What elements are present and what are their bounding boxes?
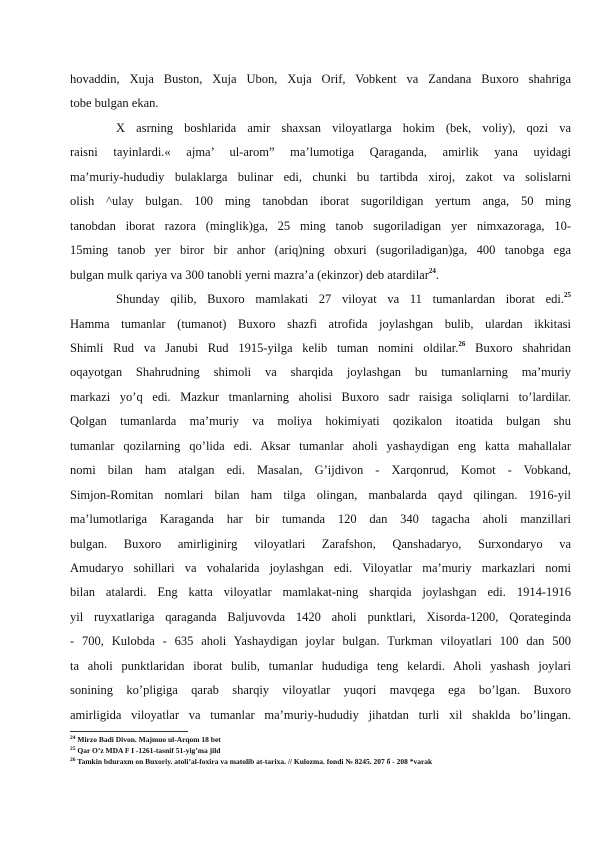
footnote [70, 745, 571, 756]
line-text: bulgan. Buxoro amirliginirg viloyatlari Zarafshon, Qanshadaryo, Surxondaryo va [70, 536, 571, 551]
footnote [70, 734, 571, 745]
body-text-line [70, 190, 571, 212]
line-text: yil ruyxatlariga qaraganda Baljuvovda 1420 aholi punktlari, Xisorda-1200, Qorateginda [70, 609, 571, 624]
body-text-line [70, 264, 571, 286]
footnote [70, 756, 571, 767]
footnote-reference: 24 [428, 266, 436, 275]
body-text-line [70, 459, 571, 481]
line-text: hovaddin, Xuja Buston, Xuja Ubon, Xuja Orif, Vobkent va Zandana Buxoro shahriga [70, 72, 571, 86]
body-text-line [116, 117, 571, 139]
line-text-continuation: Buxoro shahridan [465, 340, 571, 355]
line-text: bulgan mulk qariya va 300 tanobli yerni mazra’a (ekinzor) deb atardilar [70, 267, 429, 282]
line-text: tobe bulgan ekan. [70, 96, 159, 111]
line-text: oqayotgan Shahrudning shimoli va sharqida joylashgan bu tumanlarning ma’muriy [70, 365, 571, 380]
body-text-line [70, 630, 571, 652]
line-text-continuation: . [435, 267, 440, 282]
body-text-line [70, 166, 571, 188]
line-text: ma’lumotlariga Karaganda har bir tumanda 120 dan 340 tagacha aholi manzillari [70, 512, 571, 527]
line-text: markazi yo’q edi. Mazkur tmanlarning aholisi Buxoro sadr raisiga soliqlarni to’lardilar. [70, 389, 571, 404]
body-text-line [70, 68, 571, 90]
body-text-line [70, 606, 571, 628]
body-text-line [70, 141, 571, 163]
body-text-line [70, 361, 571, 383]
body-text-line [116, 288, 571, 310]
line-text: Amudaryo sohillari va vohalarida joylashgan edi. Viloyatlar ma’muriy markazlari nomi [70, 561, 571, 575]
footnote-text: Mirzo Badi Divon. Majmuo ul-Arqom 18 bet [77, 735, 221, 744]
line-text: - 700, Kulobda - 635 aholi Yashaydigan joylar bulgan. Turkman viloyatlari 100 dan 500 [70, 634, 571, 649]
footnote-text: Tamkin bduraxm on Buxoriy. atoli’al-foxira va matolib at-tarixa. // Kulozma. fondi № 8245. 207 б - 208 *varak [77, 757, 433, 766]
footnote-separator [70, 731, 188, 732]
line-text: tumanlar qozilarning qo’lida edi. Aksar tumanlar aholi yashaydigan eng katta mahallalar [70, 438, 571, 453]
body-text-line [70, 313, 571, 335]
footnote-number: 26 [70, 757, 76, 763]
footnote-number: 25 [70, 746, 76, 752]
line-text: Qolgan tumanlarda ma’muriy va moliya hokimiyati qozikalon itoatida bulgan shu [70, 414, 571, 429]
footnote-reference: 26 [458, 339, 466, 348]
body-text-line [70, 337, 571, 359]
line-text: tanobdan iborat razora (minglik)ga, 25 ming tanob sugoriladigan yer nimxazoraga, 10- [70, 218, 571, 233]
body-text-line [70, 581, 571, 603]
line-text: raisni tayinlardi.« ajma’ ul-arom” ma’lumotiga Qaraganda, amirlik yana uyidagi [70, 145, 571, 160]
line-text: sonining ko’pligiga qarab sharqiy viloyatlar yuqori mavqega ega bo’lgan. Buxoro [70, 683, 571, 698]
footnote-text: Qar O’z MDA F I -1261-tasnif 51-yig’ma jild [77, 746, 221, 755]
body-text-line [70, 508, 571, 530]
body-text-line [70, 215, 571, 237]
line-text: X asrning boshlarida amir shaxsan viloyatlarga hokim (bek, voliy), qozi va [116, 120, 571, 135]
body-text-line [70, 484, 571, 506]
body-text-line [70, 679, 571, 701]
footnote-number: 24 [70, 735, 76, 741]
body-text-line [70, 704, 571, 726]
body-text-line [70, 557, 571, 579]
line-text: ta aholi punktlaridan iborat bulib, tumanlar hududiga teng kelardi. Aholi yashash joylari [70, 658, 571, 673]
line-text: Shunday qilib, Buxoro mamlakati 27 viloyat va 11 tumanlardan iborat edi. [116, 292, 564, 307]
line-text: ma’muriy-hududiy bulaklarga bulinar edi, chunki bu tartibda xiroj, zakot va solislarni [70, 169, 571, 184]
line-text: olish ^ulay bulgan. 100 ming tanobdan iborat sugorildigan yertum anga, 50 ming [70, 194, 571, 209]
footnote-reference: 25 [564, 291, 571, 300]
line-text: 15ming tanob yer biror bir anhor (ariq)ning obxuri (sugoriladigan)ga, 400 tanobga ega [70, 243, 571, 258]
line-text: amirligida viloyatlar va tumanlar ma’muriy-hududiy jihatdan turli xil shaklda bo’lingan. [70, 707, 571, 722]
line-text: nomi bilan ham atalgan edi. Masalan, G’ijdivon - Xarqonrud, Komot - Vobkand, [70, 463, 571, 478]
body-text-line [70, 435, 571, 457]
line-text: bilan atalardi. Eng katta viloyatlar mamlakat-ning sharqida joylashgan edi. 1914-1916 [70, 585, 571, 600]
body-text-line [70, 533, 571, 555]
body-text-line [70, 655, 571, 677]
body-text-line [70, 386, 571, 408]
body-text-line [70, 239, 571, 261]
line-text: Hamma tumanlar (tumanot) Buxoro shazfi atrofida joylashgan bulib, ulardan ikkitasi [70, 316, 571, 331]
body-text-line [70, 92, 571, 114]
line-text: Simjon-Romitan nomlari bilan ham tilga olingan, manbalarda qayd qilingan. 1916-yil [70, 487, 571, 502]
line-text: Shimli Rud va Janubi Rud 1915-yilga kelib tuman nomini oldilar. [70, 340, 459, 355]
body-text-line [70, 410, 571, 432]
